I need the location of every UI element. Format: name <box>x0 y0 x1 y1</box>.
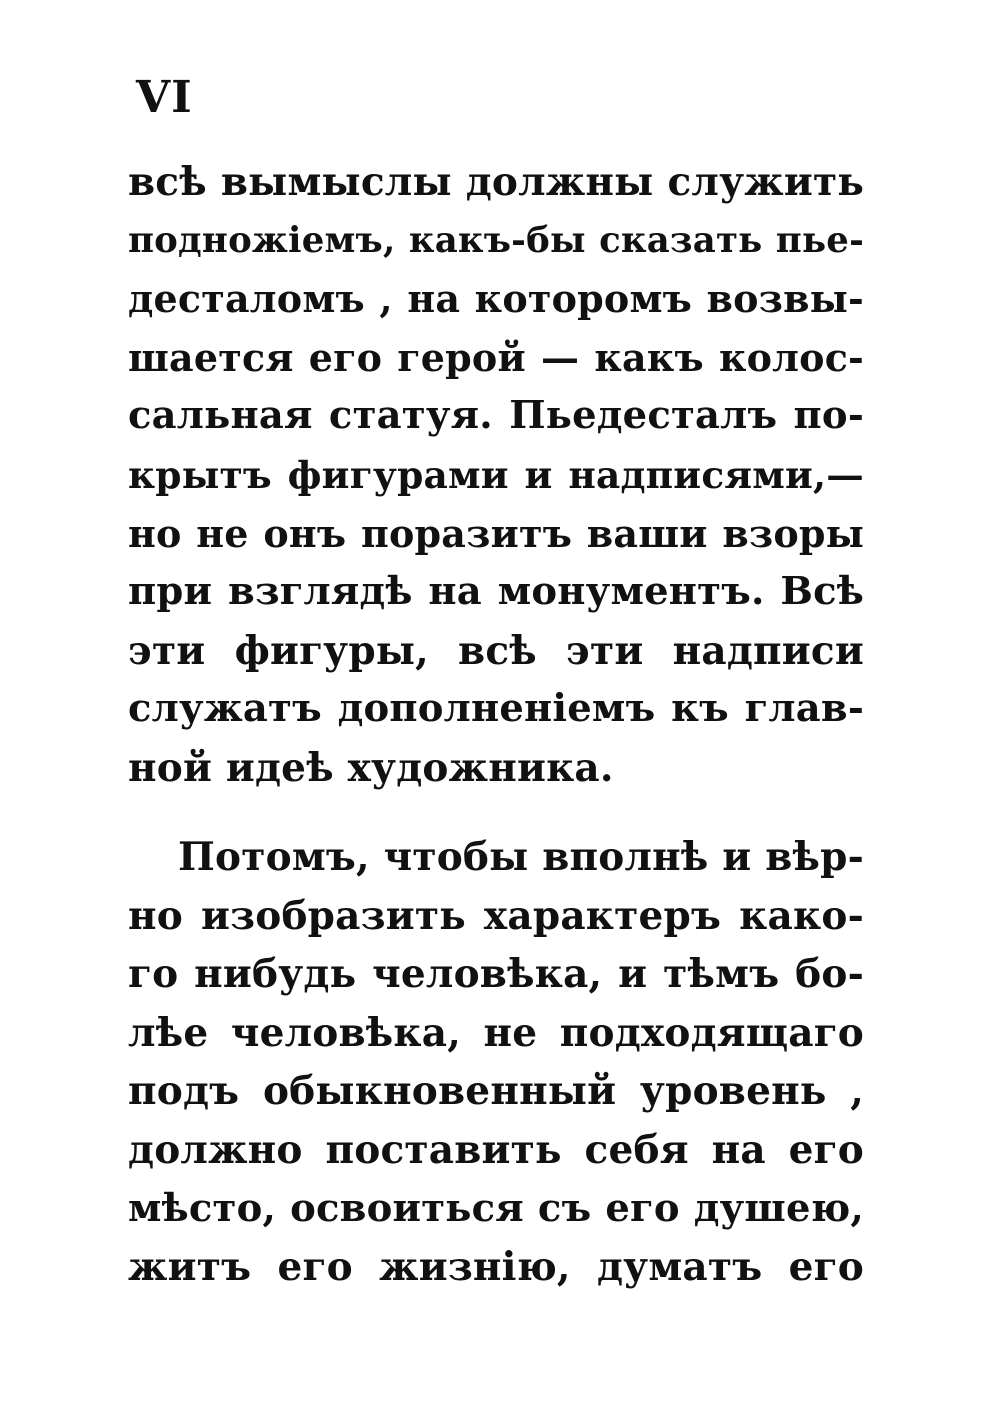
text-line: крытъ фигурами и надписями,— <box>128 452 864 497</box>
text-line: шается его герой — какъ колос- <box>128 334 864 380</box>
text-line: лѣе человѣка, не подходящаго <box>128 1009 864 1056</box>
text-line: мѣсто, освоиться съ его душею, <box>128 1185 864 1231</box>
paragraph-2 <box>128 828 864 1297</box>
page-number: VI <box>136 72 193 123</box>
text-line: ной идеѣ художника. <box>128 744 614 791</box>
paragraph-1 <box>128 153 864 798</box>
text-line: сальная статуя. Пьедесталъ по- <box>128 393 864 439</box>
text-line: всѣ вымыслы должны служить <box>128 159 864 205</box>
text-line: эти фигуры, всѣ эти надписи <box>128 627 864 674</box>
text-line: подножіемъ, какъ-бы сказать пье- <box>128 219 864 261</box>
text-line: служатъ дополненіемъ къ глав- <box>128 686 864 732</box>
text-line: житъ его жизнію, думатъ его <box>128 1244 864 1291</box>
text-line: десталомъ , на которомъ возвы- <box>128 276 864 322</box>
text-line: подъ обыкновенный уровень , <box>128 1068 864 1115</box>
text-line: го нибудь человѣка, и тѣмъ бо- <box>128 951 864 998</box>
text-line: но изобразить характеръ како- <box>128 892 864 939</box>
text-line: при взглядѣ на монументъ. Всѣ <box>128 569 864 615</box>
text-line: должно поставить себя на его <box>128 1126 864 1173</box>
text-line: Потомъ, чтобы вполнѣ и вѣр- <box>178 834 864 880</box>
text-line: но не онъ поразитъ ваши взоры <box>128 510 864 556</box>
